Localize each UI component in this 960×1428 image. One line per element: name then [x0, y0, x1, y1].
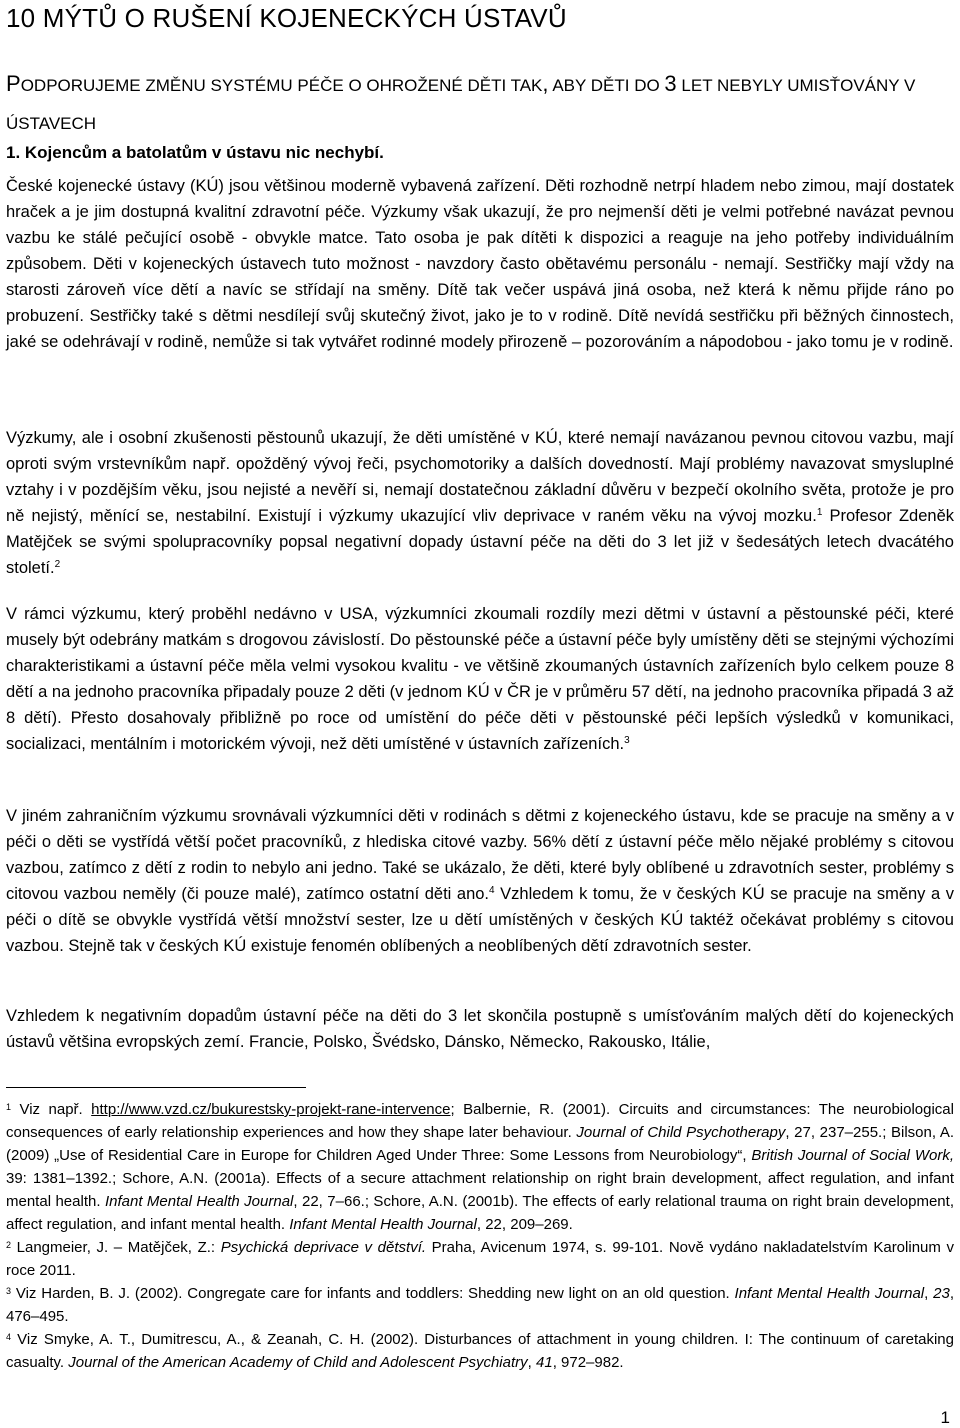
book-title: Psychická deprivace v dětství. [220, 1239, 427, 1256]
footnote-text: , [527, 1354, 536, 1371]
footnote-text: , 972–982. [552, 1354, 624, 1371]
document-subtitle [6, 66, 954, 142]
footnote-text: 39: 1381–1392.; Schore, A.N. (2001a). Effects of a secure attachment relationship on right brain development, affect regulation, and infant mental health. [6, 1170, 954, 1210]
journal-volume: 23 [933, 1285, 950, 1302]
paragraph-text-part: V jiném zahraničním výzkumu srovnávali výzkumníci děti v rodinách s dětmi z kojeneckého ústavu, kde se pracuje na směny a v péči o děti se vystřídá větší počet pracovníků, z hlediska citové vazby. 56% dětí z ústavní péče mělo nějaké problémy s citovou vazbou, zatímco z dětí z rodin to nebylo ani jedno. Také se ukázalo, že děti, které byly oblíbené u zdravotních sester, problémy s citovou vazbou neměly (či pouze malé), zatímco ostatní děti ano. [6, 807, 954, 903]
paragraph-text-part: V rámci výzkumu, který proběhl nedávno v USA, výzkumníci zkoumali rozdíly mezi dětmi v ústavní a pěstounské péči, které musely být odebrány matkám s drogovou závislostí. Do pěstounské péče a ústavní péče byly umístěny děti se stejnými výchozími charakteristikami a ústavní péče měla velmi vysokou kvalitu - ve většině zkoumaných ústavních zařízeních bylo celkem pouze 8 dětí a na jednoho pracovníka připadaly pouze 2 děti (v jednom KÚ v ČR je v průměru 57 dětí, na jednoho pracovníka připadá 3 až 8 dětí). Přesto dosahovaly přibližně po roce od umístění do péče děti v pěstounské péči lepších výsledků v komunikaci, socializaci, mentálním i motorickém vývoji, než děti umístěné v ústavních zařízeních. [6, 605, 954, 753]
footnote-text: ; Balbernie, R. (2001). Circuits and circumstances: The neurobiological consequences of early relationship experiences and how they shape later behaviour. [6, 1101, 954, 1141]
subtitle-part-3: LET NEBYLY UMISŤOVÁNY V ÚSTAVECH [6, 76, 916, 133]
paragraph-3 [6, 601, 954, 757]
footnote-text: Praha, Avicenum 1974, s. 99-101. Nově vydáno nakladatelstvím Karolinum v roce 2011. [6, 1239, 955, 1279]
paragraph-text: Vzhledem k negativním dopadům ústavní péče na děti do 3 let skončila postupně s umísťováním malých dětí do kojeneckých ústavů většina evropských zemí. Francie, Polsko, Švédsko, Dánsko, Německo, Rakousko, Itálie, [6, 1007, 954, 1051]
journal-title: Infant Mental Health Journal [289, 1216, 477, 1233]
footnote-ref-3[interactable]: 3 [624, 735, 630, 746]
paragraph-2 [6, 425, 954, 581]
subtitle-comma: , [542, 71, 549, 96]
footnote-ref-4[interactable]: 4 [489, 885, 495, 896]
footnote-text: Viz Smyke, A. T., Dumitrescu, A., & Zeanah, C. H. (2002). Disturbances of attachment in young children. I: The continuum of caretaking casualty. [6, 1331, 954, 1371]
footnote-link[interactable]: http://www.vzd.cz/bukurestsky-projekt-rane-intervence [91, 1101, 451, 1118]
document-title: 10 MÝTŮ O RUŠENÍ KOJENECKÝCH ÚSTAVŮ [6, 3, 567, 33]
journal-volume: 41 [536, 1354, 553, 1371]
journal-title: British Journal of Social Work, [751, 1147, 954, 1164]
page-number: 1 [940, 1408, 950, 1427]
footnote-mark: 3 [6, 1286, 12, 1296]
footnote-mark: 2 [6, 1240, 12, 1250]
subtitle-part-2: ABY DĚTI DO [548, 76, 665, 95]
footnote-1 [6, 1098, 954, 1236]
paragraph-5 [6, 1003, 954, 1055]
journal-title: Journal of Child Psychotherapy [576, 1124, 786, 1141]
footnote-text: Langmeier, J. – Matějček, Z.: [11, 1239, 221, 1256]
paragraph-text: České kojenecké ústavy (KÚ) jsou většinou moderně vybavená zařízení. Děti rozhodně netrpí hladem nebo zimou, mají dostatek hraček a je jim dostupná kvalitní zdravotní péče. Výzkumy však ukazují, že pro nejmenší děti je velmi potřebné navázat pevnou vazbu ke stálé pečující osobě - obvykle matce. Tato osoba je pak dítěti k dispozici a reaguje na jeho potřeby individuálním způsobem. Děti v kojeneckých ústavech tuto možnost - navzdory často obětavému personálu - nemají. Sestřičky mají vždy na starosti zároveň více dětí a navíc se střídají na směny. Dítě tak večer uspává jiná osoba, než která k němu přijde ráno po probuzení. Sestřičky také s dětmi nesdílejí svůj skutečný život, jako je to v rodině. Dítě nevídá sestřičku při běžných činnostech, jaké se odehrávají v rodině, nemůže si tak vytvářet rodinné modely přirozeně – pozorováním a nápodobou - jako tomu je v rodině. [6, 177, 954, 351]
paragraph-text-part: Výzkumy, ale i osobní zkušenosti pěstounů ukazují, že děti umístěné v KÚ, které nemají navázanou pevnou citovou vazbu, mají oproti svým vrstevníkům např. opožděný vývoj řeči, psychomotoriky a dalších dovedností. Mají problémy navazovat smysluplné vztahy i v pozdějším věku, jsou nejisté a nevěří si, nemají dostatečnou základní důvěru v bezpečí okolního světa, protože je pro ně nejistý, měnící se, nestabilní. Existují i výzkumy ukazující vliv deprivace v raném věku na vývoj mozku. [6, 429, 954, 525]
journal-title: Journal of the American Academy of Child and Adolescent Psychiatry [68, 1354, 528, 1371]
journal-title: Infant Mental Health Journal [734, 1285, 925, 1302]
footnote-ref-2[interactable]: 2 [54, 559, 61, 570]
subtitle-number: 3 [664, 71, 677, 96]
subtitle-part-1: ODPORUJEME ZMĚNU SYSTÉMU PÉČE O OHROŽENÉ DĚTI TAK [20, 76, 543, 95]
paragraph-text-part: Profesor Zdeněk Matějček se svými spolupracovníky popsal negativní dopady ústavní péče na děti do 3 let již v šedesátých letech dvacátého století. [6, 507, 954, 577]
footnote-text: Viz např. [11, 1101, 92, 1118]
journal-title: Infant Mental Health Journal [104, 1193, 294, 1210]
section-heading: 1. Kojencům a batolatům v ústavu nic nechybí. [6, 143, 384, 162]
footnote-text: Viz Harden, B. J. (2002). Congregate care for infants and toddlers: Shedding new light on an old question. [11, 1285, 735, 1302]
footnote-ref-1[interactable]: 1 [816, 507, 823, 518]
paragraph-text [6, 803, 954, 959]
subtitle-initial: P [6, 71, 21, 96]
footnote-2 [6, 1236, 954, 1282]
footnote-text: , 22, 209–269. [476, 1216, 573, 1233]
footnote-mark: 4 [6, 1332, 12, 1342]
footnotes [6, 1098, 954, 1374]
paragraph-text [6, 601, 954, 757]
footnote-text: , 27, 237–255.; Bilson, A. (2009) „Use of Residential Care in Europe for Children Aged Under Three: Some Lessons from Neurobiology“, [6, 1124, 954, 1164]
paragraph-text [6, 425, 954, 581]
footnote-4 [6, 1328, 954, 1374]
footnote-separator [6, 1087, 306, 1088]
paragraph-4 [6, 803, 954, 959]
paragraph-text-part: Vzhledem k tomu, že v českých KÚ se pracuje na směny a v péči o dítě se obvykle vystřídá větší množství sester, lze u dětí umístěných v českých KÚ taktéž očekávat problémy s citovou vazbou. Stejně tak v českých KÚ existuje fenomén oblíbených a neoblíbených dětí zdravotních sester. [6, 885, 954, 955]
footnote-text: , 476–495. [6, 1285, 954, 1325]
footnote-text: , 22, 7–66.; Schore, A.N. (2001b). The effects of early relational trauma on right brain development, affect regulation, and infant mental health. [6, 1193, 954, 1233]
footnote-mark: 1 [6, 1102, 12, 1112]
footnote-text: , [924, 1285, 934, 1302]
paragraph-1 [6, 173, 954, 355]
footnote-3 [6, 1282, 954, 1328]
